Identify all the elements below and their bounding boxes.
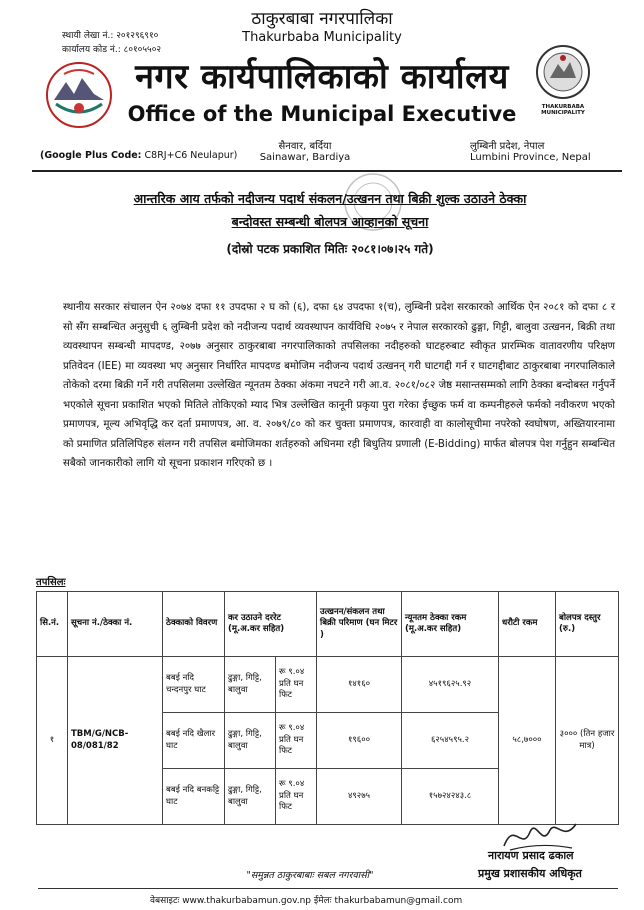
office-name-en: Office of the Municipal Executive [127,102,517,126]
municipality-name-en: Thakurbaba Municipality [242,30,402,45]
col-description: ठेक्काको विवरण [163,592,225,657]
min-amount-cell: १५७२४२४३.८ [402,769,499,825]
min-amount-cell: ६२५४५९५.२ [402,713,499,769]
notice-title-line1: आन्तरिक आय तर्फको नदीजन्य पदार्थ संकलन/उत्खनन तथा बिक्री शुल्क उठाउने ठेक्का [133,191,527,206]
ghat-cell: बबई नदि चन्दनपुर घाट [163,657,225,713]
notice-no-cell: TBM/G/NCB-08/081/82 [68,657,163,825]
plus-code-label: (Google Plus Code: [40,150,142,161]
municipality-name-np: ठाकुरबाबा नगरपालिका [251,9,393,29]
col-serial: सि.नं. [37,592,68,657]
tapsil-label: तपसिलः [36,577,66,588]
rate-cell: रू ९.०४ प्रति घन फिट [276,713,317,769]
quantity-cell: ४९२७५ [317,769,402,825]
signatory-title: प्रमुख प्रशासकीय अधिकृत [478,867,582,880]
logo-caption: THAKURBABA MUNICIPALITY [541,104,585,116]
municipality-logo-icon [528,42,598,108]
province-np: लुम्बिनी प्रदेश, नेपाल [470,141,545,152]
col-quantity: उत्खनन/संकलन तथा बिक्री परिमाण (घन मिटर ) [317,592,402,657]
province-en: Lumbini Province, Nepal [470,152,591,163]
office-name-np: नगर कार्यपालिकाको कार्यालय [135,57,509,97]
fee-cell: ३००० (तिन हजार मात्र) [556,657,619,825]
plus-code [40,150,237,161]
notice-body: स्थानीय सरकार संचालन ऐन २०७४ दफा ११ उपदफा २ घ को (६), दफा ६४ उपदफा १(च), लुम्बिनी प्रदेश सरकारको आर्थिक ऐन २०८१ को दफा ८ र सो सँग सम्बन्धित अनुसुची ६ लुम्बिनी प्रदेश को नदीजन्य पदार्थ व्यवस्थापन कार्यविधि २०७५ र नेपाल सरकारको ढुङ्गा, गिट्टी, बालुवा उत्खनन, बिक्री तथा व्यवस्थापन सम्बन्धी मापदण्ड, २०७७ अनुसार ठाकुरबाबा नगरपालिकाको तपसिलका नदीहरुको घाटहरुबाट स्वीकृत प्रारम्भिक वातावरणीय परिक्षण प्रतिवेदन (IEE) मा व्यवस्था भए अनुसार निर्धारित मापदण्ड बमोजिम नदीजन्य पदार्थ उत्खनन् गरी घाटगद्दी गर्न र घाटगद्दीबाट ठाकुरबाबा नगरपालिकाले तोकेको दरमा बिक्री गर्ने गरी तपसिलमा उल्लेखित न्यूनतम ठेक्का अंकमा नघटने गरी आ.व. २०८१/०८२ जेष्ठ मसान्तसम्मको लागि ठेक्का बन्दोबस्त गर्नुपर्ने भएकोले सूचना प्रकाशित भएको मितिले तोकिएको म्याद भित्र उल्लेखित कानूनी प्रकृया पुरा गरेका ईच्छुक फर्म वा कम्पनीहरुले फर्मको नवीकरण भएको प्रमाणपत्र, मूल्य अभिवृद्धि कर दर्ता प्रमाणपत्र, आ. व. २०७९/८० को कर चुक्ता प्रमाणपत्र, कारवाही वा कालोसूचीमा नपरेको स्वघोषण, अख्तियारनामा को प्रमाणित प्रतिलिपिहरु संलग्न गरी तपसिल बमोजिमका शर्तहरुको अधिनमा रही बिधुतिय प्रणाली (E-Bidding) मार्फत बोलपत्र पेश गर्नुहुन सम्बन्धित सबैको जानकारीको लागि यो सूचना प्रकाशन गरिएको छ । [63,302,615,469]
min-amount-cell: ४५१९६२५.९२ [402,657,499,713]
notice-title-line2: बन्दोवस्त सम्बन्धी बोलपत्र आव्हानको सूचना [231,214,429,229]
material-cell: ढुङ्गा, गिट्टि, बालुवा [225,657,276,713]
table-header-row [37,592,619,657]
ghat-cell: बबई नदि बनकट्टि घाट [163,769,225,825]
plus-code-value: C8RJ+C6 Neulapur) [144,150,238,161]
ghat-cell: बबई नदि खैलार घाट [163,713,225,769]
col-min-amount: न्यूनतम ठेक्का रकम (मू.अ.कर सहित) [402,592,499,657]
office-code: कार्यालय कोड नं.: ८०१०५५०२ [62,45,162,55]
col-notice-no: सूचना नं./ठेक्का नं. [68,592,163,657]
material-cell: ढुङ्गा, गिट्टि, बालुवा [225,769,276,825]
header-divider [32,170,622,172]
col-deposit: धरौटी रकम [499,592,556,657]
rate-cell: रू ९.०४ प्रति घन फिट [276,769,317,825]
rate-cell: रू ९.०४ प्रति घन फिट [276,657,317,713]
address-en: Sainawar, Bardiya [259,152,351,163]
tender-table [36,591,619,825]
quantity-cell: १४१६० [317,657,402,713]
footer-slogan: "समुन्नत ठाकुरबाबाः सबल नगरवासी" [246,870,374,881]
col-fee: बोलपत्र दस्तुर (रु.) [556,592,619,657]
quantity-cell: १९६०० [317,713,402,769]
serial-cell: १ [37,657,68,825]
col-rate: कर उठाउने दररेट (मू.अ.कर सहित) [225,592,317,657]
footer-divider [38,888,618,889]
registration-number: स्थायी लेखा नं.: २०१२९६९१० [62,31,159,41]
deposit-cell: ५८,७००० [499,657,556,825]
notice-subtitle: (दोस्रो पटक प्रकाशित मितिः २०८१।०७।२५ गते) [226,242,434,256]
footer-contact: वेबसाइटः www.thakurbabamun.gov.np ईमेलः thakurbabamun@gmail.com [150,896,463,906]
address-np: सैनवार, बर्दिया [278,141,332,152]
material-cell: ढुङ्गा, गिट्टि, बालुवा [225,713,276,769]
signatory-name: नारायण प्रसाद ढकाल [488,849,574,862]
table-row [37,657,619,713]
nepal-emblem-icon [44,60,114,130]
